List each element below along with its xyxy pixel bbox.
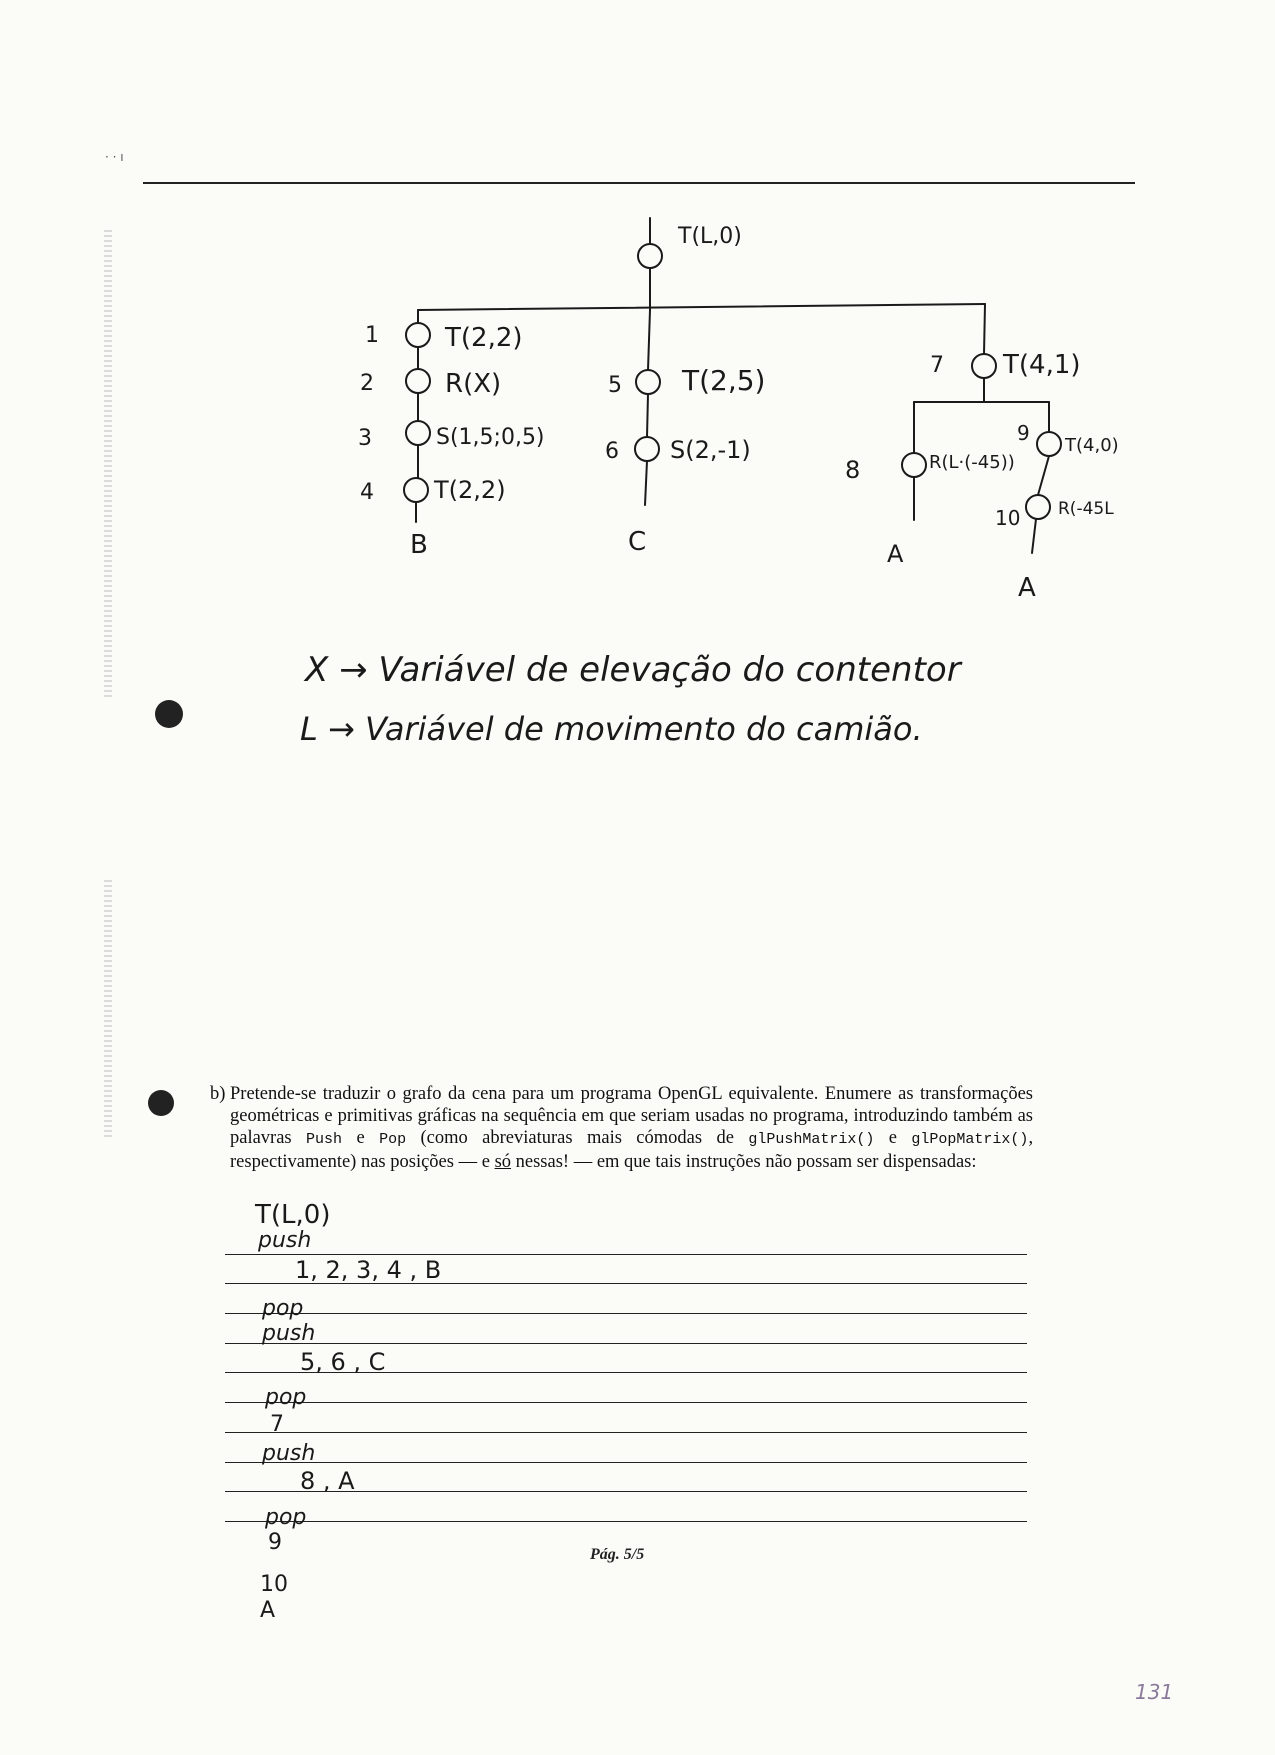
- handwritten-page-number: 131: [1135, 1680, 1174, 1704]
- leaf-label: C: [628, 527, 647, 557]
- node-num: 2: [360, 371, 374, 396]
- node-num: 9: [1017, 421, 1030, 445]
- node-num: 5: [608, 373, 622, 398]
- answer-entry: push: [262, 1441, 316, 1466]
- node-label: R(-45L: [1058, 499, 1114, 519]
- question-b: [210, 1083, 1034, 1173]
- node-label: T(2,2): [445, 323, 523, 353]
- answer-entry: 8 , A: [300, 1467, 355, 1495]
- leaf-label: B: [410, 530, 428, 560]
- node-num: 6: [605, 439, 619, 464]
- question-text: Pretende-se traduzir o grafo da cena para um programa OpenGL equivalente. Enumere as transformações geométricas e primitivas gráficas na sequência em que seriam usadas no programa, introduzindo também as palavras: [230, 1084, 1033, 1148]
- node-num: 1: [365, 323, 379, 348]
- node-num: 4: [360, 480, 374, 505]
- answer-entry: 9: [268, 1530, 282, 1555]
- answer-line: [225, 1314, 1027, 1344]
- answer-entry: push: [262, 1321, 316, 1346]
- answer-line: [225, 1492, 1027, 1522]
- answer-entry: push: [258, 1228, 312, 1253]
- legend-line-x: X → Variável de elevação do contentor: [305, 650, 961, 690]
- question-text: , respectivamente) nas posições — e: [230, 1128, 1034, 1172]
- page-footer: Pág. 5/5: [590, 1546, 645, 1563]
- node-num: 10: [995, 506, 1021, 530]
- code-push: Push: [306, 1131, 343, 1148]
- answer-entry: pop: [262, 1296, 304, 1321]
- answer-line: [225, 1225, 1027, 1255]
- question-label: b): [210, 1084, 226, 1104]
- top-marks: · · ı: [105, 150, 124, 164]
- answer-entry: A: [260, 1598, 276, 1623]
- leaf-label: A: [887, 540, 904, 568]
- code-glpushmatrix: glPushMatrix(): [748, 1131, 875, 1148]
- node-label: S(1,5;0,5): [436, 425, 545, 450]
- node-label: T(2,2): [434, 476, 506, 504]
- node-num: 7: [930, 353, 944, 378]
- code-glpopmatrix: glPopMatrix(): [911, 1131, 1029, 1148]
- answer-entry: 7: [270, 1412, 284, 1437]
- node-num: 8: [845, 456, 861, 484]
- answer-entry: 1, 2, 3, 4 , B: [295, 1256, 442, 1284]
- only-word: só: [494, 1152, 512, 1172]
- answer-entry: pop: [265, 1385, 307, 1410]
- answer-line: [225, 1433, 1027, 1463]
- node-label: T(2,5): [682, 364, 766, 397]
- leaf-label: A: [1018, 573, 1036, 603]
- question-text: e: [888, 1128, 897, 1148]
- answer-line: [225, 1373, 1027, 1403]
- answer-line: [225, 1403, 1027, 1433]
- node-label: R(L·(-45)): [929, 452, 1015, 473]
- answer-entry: pop: [265, 1505, 307, 1530]
- node-label: S(2,-1): [670, 436, 751, 464]
- node-label: R(X): [445, 369, 502, 399]
- answer-line: [225, 1284, 1027, 1314]
- node-label: T(4,0): [1065, 435, 1119, 456]
- root-label: T(L,0): [678, 224, 742, 249]
- node-num: 3: [358, 426, 372, 451]
- node-label: T(4,1): [1003, 350, 1081, 380]
- question-text: (como abreviaturas mais cómodas de: [420, 1128, 734, 1148]
- answer-entry: 5, 6 , C: [300, 1348, 386, 1376]
- question-text: nessas! — em que tais instruções não possam ser dispensadas:: [515, 1152, 977, 1172]
- answer-entry: T(L,0): [255, 1200, 331, 1230]
- question-text: e: [356, 1128, 365, 1148]
- answer-entry: 10: [260, 1572, 288, 1597]
- code-pop: Pop: [379, 1131, 407, 1148]
- legend-line-l: L → Variável de movimento do camião.: [300, 710, 923, 748]
